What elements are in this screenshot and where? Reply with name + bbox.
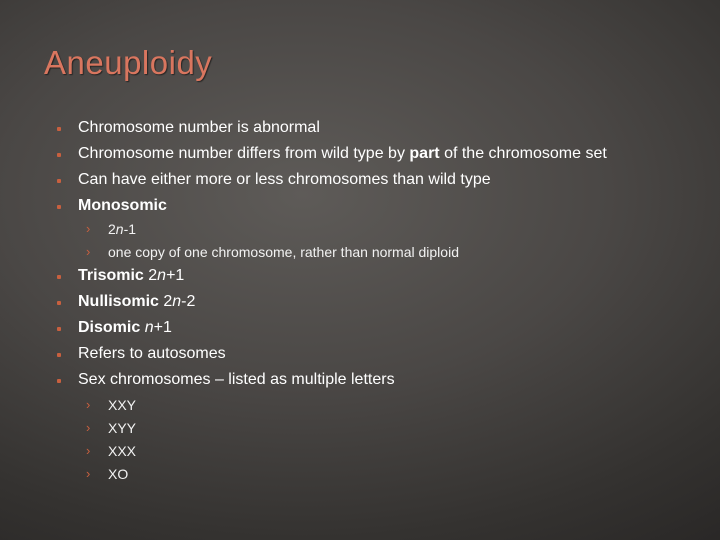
bullet-item bbox=[78, 318, 172, 338]
bullet-label: Disomic bbox=[78, 319, 141, 336]
bullet-marker bbox=[57, 275, 61, 279]
formula-rest: -1 bbox=[123, 221, 137, 237]
bullet-text: Chromosome number differs from wild type by bbox=[78, 145, 410, 162]
sub-bullet-item: XXX bbox=[108, 443, 137, 459]
formula-coef: 2 bbox=[148, 267, 158, 284]
bullet-marker bbox=[57, 127, 61, 131]
bullet-label: Trisomic bbox=[78, 267, 144, 284]
bullet-item: Chromosome number is abnormal bbox=[78, 119, 320, 136]
formula-coef: 2 bbox=[108, 221, 116, 237]
formula-var: n bbox=[172, 293, 182, 310]
chevron-right-icon: › bbox=[86, 221, 91, 236]
formula-rest: -2 bbox=[181, 293, 196, 310]
chevron-right-icon: › bbox=[86, 397, 91, 412]
bullet-marker bbox=[57, 301, 61, 305]
formula-var: n bbox=[115, 221, 124, 237]
bullet-marker bbox=[57, 179, 61, 183]
chevron-right-icon: › bbox=[86, 420, 91, 435]
bullet-item: Monosomic bbox=[78, 197, 167, 214]
chevron-right-icon: › bbox=[86, 443, 91, 458]
bullet-marker bbox=[57, 353, 61, 357]
bullet-item bbox=[78, 144, 607, 164]
chevron-right-icon: › bbox=[86, 244, 91, 259]
chevron-right-icon: › bbox=[86, 466, 91, 481]
formula-rest: +1 bbox=[166, 267, 185, 284]
formula-var: n bbox=[144, 319, 154, 336]
formula-coef: 2 bbox=[163, 293, 173, 310]
sub-bullet-item bbox=[108, 219, 136, 239]
sub-bullet-item: XYY bbox=[108, 420, 137, 436]
bullet-item bbox=[78, 266, 184, 286]
bullet-item bbox=[78, 292, 195, 312]
bullet-label: Nullisomic bbox=[78, 293, 159, 310]
sub-bullet-item: one copy of one chromosome, rather than normal diploid bbox=[108, 244, 459, 260]
bullet-marker bbox=[57, 327, 61, 331]
formula-rest: +1 bbox=[153, 319, 172, 336]
slide-title: Aneuploidy bbox=[44, 44, 213, 81]
sub-bullet-item: XO bbox=[108, 466, 129, 482]
bullet-item: Refers to autosomes bbox=[78, 345, 226, 362]
formula-var: n bbox=[157, 267, 167, 284]
bullet-marker bbox=[57, 205, 61, 209]
bullet-text-bold: part bbox=[409, 145, 440, 162]
bullet-marker bbox=[57, 153, 61, 157]
bullet-marker bbox=[57, 379, 61, 383]
sub-bullet-item: XXY bbox=[108, 397, 137, 413]
bullet-item: Can have either more or less chromosomes than wild type bbox=[78, 171, 491, 188]
bullet-item: Sex chromosomes – listed as multiple letters bbox=[78, 371, 395, 388]
bullet-text: of the chromosome set bbox=[439, 145, 607, 162]
